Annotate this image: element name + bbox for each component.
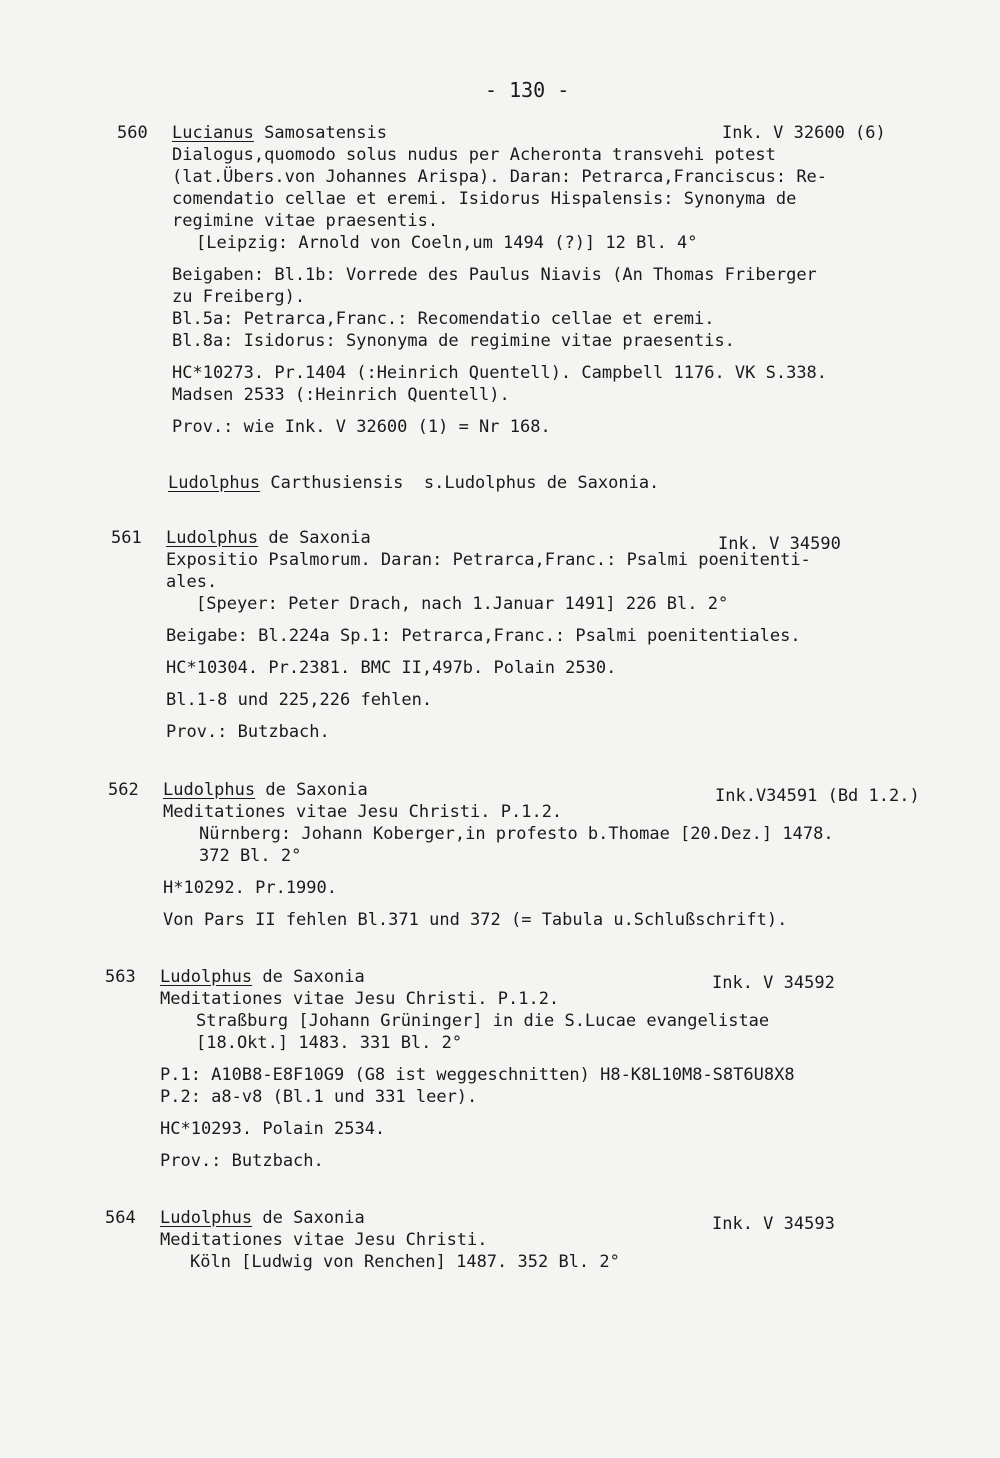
- title-line: ales.: [166, 572, 218, 592]
- extra-note: Von Pars II fehlen Bl.371 und 372 (= Tabula u.Schlußschrift).: [163, 910, 788, 930]
- provenance: Prov.: Butzbach.: [166, 722, 330, 742]
- entry-author-rest: de Saxonia: [258, 528, 371, 548]
- xref-text: Carthusiensis s.Ludolphus de Saxonia.: [260, 473, 660, 493]
- entry-author-rest: Samosatensis: [253, 123, 387, 143]
- shelfmark: Ink. V 32600 (6): [722, 123, 886, 143]
- title-line: (lat.Übers.von Johannes Arispa). Daran: Petrarca,Franciscus: Re-: [172, 167, 828, 187]
- imprint: [Speyer: Peter Drach, nach 1.Januar 1491] 226 Bl. 2°: [196, 594, 729, 614]
- entry-author-rest: de Saxonia: [255, 780, 368, 800]
- title-line: Dialogus,quomodo solus nudus per Acheronta transvehi potest: [172, 145, 776, 165]
- shelfmark: Ink. V 34593: [712, 1214, 835, 1234]
- shelfmark: Ink. V 34592: [712, 973, 835, 993]
- imprint-line: Straßburg [Johann Grüninger] in die S.Lucae evangelistae: [196, 1011, 770, 1031]
- note-line: zu Freiberg).: [172, 287, 306, 307]
- imprint-line: [18.Okt.] 1483. 331 Bl. 2°: [196, 1033, 463, 1053]
- note-line: Beigabe: Bl.224a Sp.1: Petrarca,Franc.: Psalmi poenitentiales.: [166, 626, 801, 646]
- entry-author: Ludolphus: [160, 967, 253, 987]
- reference-line: HC*10304. Pr.2381. BMC II,497b. Polain 2530.: [166, 658, 617, 678]
- entry-author: Ludolphus: [166, 528, 259, 548]
- entry-author: Ludolphus: [163, 780, 256, 800]
- entry-number: 564: [105, 1208, 136, 1228]
- imprint: Köln [Ludwig von Renchen] 1487. 352 Bl. 2°: [190, 1252, 620, 1272]
- shelfmark: Ink.V34591 (Bd 1.2.): [715, 786, 920, 806]
- catalog-entry-564: [105, 1207, 940, 1273]
- catalog-entry-561: [111, 527, 926, 743]
- catalog-entry-562: [108, 779, 933, 931]
- page-number: - 130 -: [485, 78, 570, 102]
- entry-number: 562: [108, 780, 139, 800]
- xref-author: Ludolphus: [168, 473, 261, 493]
- reference-line: Madsen 2533 (:Heinrich Quentell).: [172, 385, 510, 405]
- collation-line: P.1: A10B8-E8F10G9 (G8 ist weggeschnitten) H8-K8L10M8-S8T6U8X8: [160, 1065, 795, 1085]
- title-line: Expositio Psalmorum. Daran: Petrarca,Franc.: Psalmi poenitenti-: [166, 550, 811, 570]
- reference-line: HC*10293. Polain 2534.: [160, 1119, 386, 1139]
- reference-line: HC*10273. Pr.1404 (:Heinrich Quentell). Campbell 1176. VK S.338.: [172, 363, 828, 383]
- title-line: Meditationes vitae Jesu Christi. P.1.2.: [163, 802, 563, 822]
- note-line: Bl.5a: Petrarca,Franc.: Recomendatio cellae et eremi.: [172, 309, 715, 329]
- title-line: Meditationes vitae Jesu Christi.: [160, 1230, 488, 1250]
- imprint-line: Nürnberg: Johann Koberger,in profesto b.Thomae [20.Dez.] 1478.: [199, 824, 834, 844]
- imprint: [Leipzig: Arnold von Coeln,um 1494 (?)] 12 Bl. 4°: [196, 233, 698, 253]
- provenance: Prov.: wie Ink. V 32600 (1) = Nr 168.: [172, 417, 551, 437]
- entry-number: 560: [117, 123, 148, 143]
- provenance: Prov.: Butzbach.: [160, 1151, 324, 1171]
- title-line: Meditationes vitae Jesu Christi. P.1.2.: [160, 989, 560, 1009]
- entry-number: 563: [105, 967, 136, 987]
- catalog-entry-563: [105, 966, 940, 1172]
- reference-line: H*10292. Pr.1990.: [163, 878, 337, 898]
- imprint-line: 372 Bl. 2°: [199, 846, 302, 866]
- cross-reference: [168, 472, 928, 494]
- entry-author-rest: de Saxonia: [252, 967, 365, 987]
- extra-note: Bl.1-8 und 225,226 fehlen.: [166, 690, 433, 710]
- note-line: Beigaben: Bl.1b: Vorrede des Paulus Niavis (An Thomas Friberger: [172, 265, 817, 285]
- entry-author: Ludolphus: [160, 1208, 253, 1228]
- catalog-entry-560: [117, 122, 932, 438]
- entry-number: 561: [111, 528, 142, 548]
- collation-line: P.2: a8-v8 (Bl.1 und 331 leer).: [160, 1087, 478, 1107]
- title-line: comendatio cellae et eremi. Isidorus Hispalensis: Synonyma de: [172, 189, 797, 209]
- entry-author: Lucianus: [172, 123, 254, 143]
- title-line: regimine vitae praesentis.: [172, 211, 439, 231]
- note-line: Bl.8a: Isidorus: Synonyma de regimine vitae praesentis.: [172, 331, 735, 351]
- shelfmark: Ink. V 34590: [718, 534, 841, 554]
- entry-author-rest: de Saxonia: [252, 1208, 365, 1228]
